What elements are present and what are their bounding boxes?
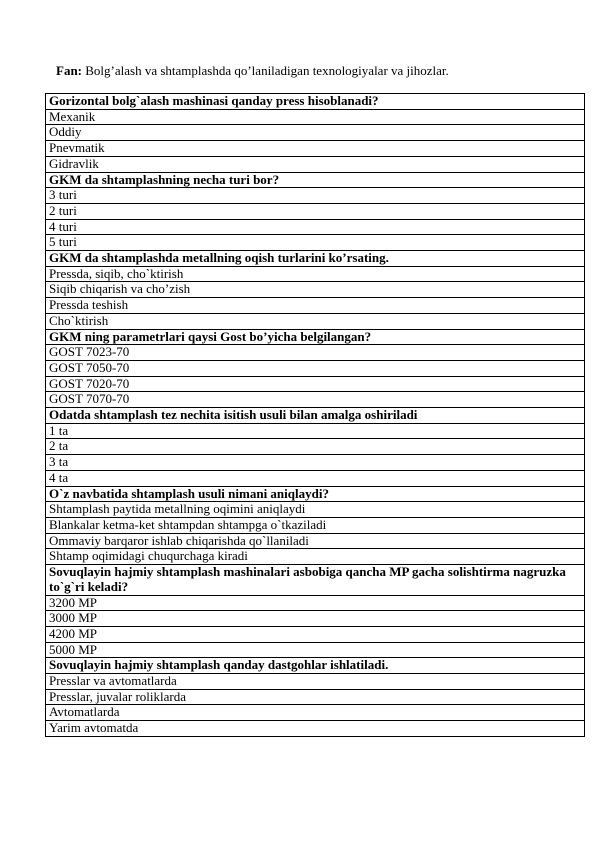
answer-text: Mexanik bbox=[46, 109, 585, 125]
answer-row bbox=[46, 642, 585, 658]
question-text: Odatda shtamplash tez nechita isitish usuli bilan amalga oshiriladi bbox=[46, 408, 585, 424]
answer-row bbox=[46, 109, 585, 125]
answer-row bbox=[46, 595, 585, 611]
answer-row bbox=[46, 455, 585, 471]
answer-row bbox=[46, 188, 585, 204]
answer-row bbox=[46, 517, 585, 533]
answer-row bbox=[46, 376, 585, 392]
subject-label: Fan: bbox=[56, 63, 82, 78]
answer-row bbox=[46, 313, 585, 329]
answer-text: 3 ta bbox=[46, 455, 585, 471]
answer-row bbox=[46, 423, 585, 439]
question-text: Gorizontal bolg`alash mashinasi qanday press hisoblanadi? bbox=[46, 94, 585, 110]
answer-row bbox=[46, 345, 585, 361]
answer-text: 3 turi bbox=[46, 188, 585, 204]
question-row bbox=[46, 658, 585, 674]
answer-text: Pnevmatik bbox=[46, 141, 585, 157]
question-row bbox=[46, 486, 585, 502]
answer-text: 4200 MP bbox=[46, 626, 585, 642]
answer-text: 4 turi bbox=[46, 219, 585, 235]
question-text: GKM da shtamplashda metallning oqish turlarini ko’rsating. bbox=[46, 251, 585, 267]
answer-row bbox=[46, 705, 585, 721]
answer-row bbox=[46, 266, 585, 282]
question-text: Sovuqlayin hajmiy shtamplash mashinalari asbobiga qancha MP gacha solishtirma nagruzka to`g`ri keladi? bbox=[46, 565, 585, 595]
answer-row bbox=[46, 219, 585, 235]
answer-row bbox=[46, 502, 585, 518]
answer-text: GOST 7050-70 bbox=[46, 360, 585, 376]
question-row bbox=[46, 329, 585, 345]
answer-text: Blankalar ketma-ket shtampdan shtampga o`tkaziladi bbox=[46, 517, 585, 533]
answer-text: Ommaviy barqaror ishlab chiqarishda qo`llaniladi bbox=[46, 533, 585, 549]
answer-row bbox=[46, 141, 585, 157]
answer-row bbox=[46, 360, 585, 376]
answer-row bbox=[46, 156, 585, 172]
answer-row bbox=[46, 125, 585, 141]
subject-title: Bolg’alash va shtamplashda qo’laniladigan texnologiyalar va jihozlar. bbox=[82, 63, 449, 78]
answer-text: 4 ta bbox=[46, 470, 585, 486]
answer-text: Oddiy bbox=[46, 125, 585, 141]
question-row bbox=[46, 94, 585, 110]
answer-row bbox=[46, 533, 585, 549]
answer-row bbox=[46, 298, 585, 314]
question-row bbox=[46, 172, 585, 188]
answer-text: Avtomatlarda bbox=[46, 705, 585, 721]
answer-text: 2 turi bbox=[46, 203, 585, 219]
answer-text: 3000 MP bbox=[46, 611, 585, 627]
answer-text: 2 ta bbox=[46, 439, 585, 455]
subject-line bbox=[56, 63, 449, 79]
answer-text: Siqib chiqarish va cho’zish bbox=[46, 282, 585, 298]
answer-row bbox=[46, 203, 585, 219]
question-text: GKM da shtamplashning necha turi bor? bbox=[46, 172, 585, 188]
answer-row bbox=[46, 674, 585, 690]
answer-text: 3200 MP bbox=[46, 595, 585, 611]
answer-text: Presslar va avtomatlarda bbox=[46, 674, 585, 690]
answer-row bbox=[46, 392, 585, 408]
answer-text: Pressda, siqib, cho`ktirish bbox=[46, 266, 585, 282]
answer-text: Yarim avtomatda bbox=[46, 721, 585, 737]
quiz-table bbox=[45, 93, 585, 737]
answer-row bbox=[46, 470, 585, 486]
answer-text: Shtamplash paytida metallning oqimini aniqlaydi bbox=[46, 502, 585, 518]
question-row bbox=[46, 408, 585, 424]
question-text: Sovuqlayin hajmiy shtamplash qanday dastgohlar ishlatiladi. bbox=[46, 658, 585, 674]
answer-text: Pressda teshish bbox=[46, 298, 585, 314]
answer-row bbox=[46, 235, 585, 251]
answer-row bbox=[46, 611, 585, 627]
answer-text: Gidravlik bbox=[46, 156, 585, 172]
answer-row bbox=[46, 721, 585, 737]
answer-text: Shtamp oqimidagi chuqurchaga kiradi bbox=[46, 549, 585, 565]
question-row bbox=[46, 251, 585, 267]
answer-row bbox=[46, 439, 585, 455]
answer-text: Presslar, juvalar roliklarda bbox=[46, 689, 585, 705]
answer-text: 1 ta bbox=[46, 423, 585, 439]
answer-text: GOST 7023-70 bbox=[46, 345, 585, 361]
question-row bbox=[46, 565, 585, 595]
question-text: GKM ning parametrlari qaysi Gost bo’yicha belgilangan? bbox=[46, 329, 585, 345]
answer-text: GOST 7020-70 bbox=[46, 376, 585, 392]
answer-row bbox=[46, 549, 585, 565]
answer-row bbox=[46, 689, 585, 705]
answer-text: Cho`ktirish bbox=[46, 313, 585, 329]
answer-text: 5000 MP bbox=[46, 642, 585, 658]
answer-row bbox=[46, 626, 585, 642]
answer-text: GOST 7070-70 bbox=[46, 392, 585, 408]
question-text: O`z navbatida shtamplash usuli nimani aniqlaydi? bbox=[46, 486, 585, 502]
answer-text: 5 turi bbox=[46, 235, 585, 251]
answer-row bbox=[46, 282, 585, 298]
